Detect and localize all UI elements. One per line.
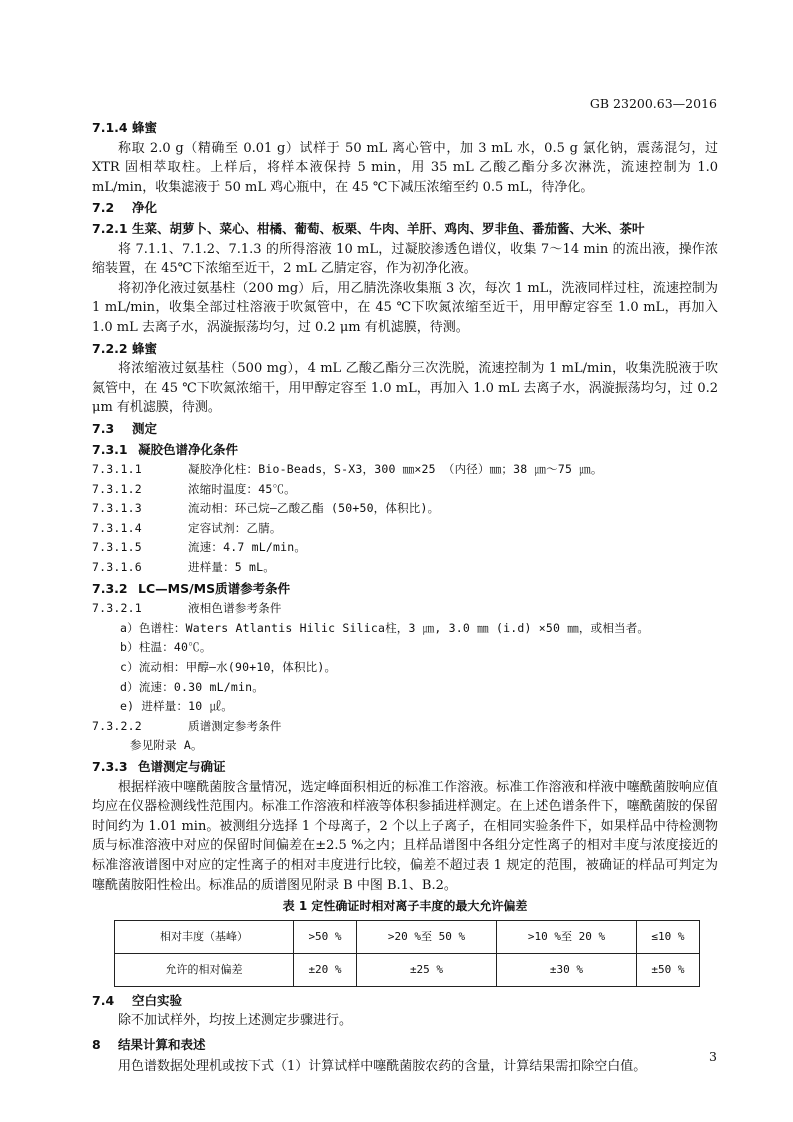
- subheading-7-3-2-1: 7.3.2.1 液相色谱参考条件: [92, 601, 282, 616]
- gpc-item: 7.3.1.6 进样量：5 mL。: [92, 560, 275, 575]
- heading-7-2: 7.2 净化: [92, 200, 158, 216]
- table-cell: ±20 %: [294, 953, 357, 986]
- heading-7-2-2: 7.2.2 蜂蜜: [92, 340, 158, 356]
- lc-condition-item: c）流动相：甲醇—水(90+10，体积比)。: [120, 660, 337, 675]
- paragraph-7-2-2: 将浓缩液过氨基柱（500 mg），4 mL 乙酸乙酯分三次洗脱，流速控制为 1 mL/min，收集洗脱液于吹氮管中，在 45 ℃下吹氮浓缩干，用甲醇定容至 1.0 mL，再加入 1.0 mL 去离子水，涡漩振荡均匀，过 0.2 μm 有机滤膜，待测。: [92, 361, 718, 416]
- paragraph-7-4: 除不加试样外，均按上述测定步骤进行。: [118, 1013, 353, 1029]
- heading-7-3: 7.3 测定: [92, 420, 158, 436]
- table-cell: ±50 %: [636, 953, 699, 986]
- table-cell: ±30 %: [496, 953, 636, 986]
- paragraph-7-3-3: 根据样液中噻酰菌胺含量情况，选定峰面积相近的标准工作溶液。标准工作溶液和样液中噻酰菌胺响应值均应在仪器检测线性范围内。标准工作溶液和样液等体积参插进样测定。在上述色谱条件下，噻酰菌胺的保留时间约为 1.01 min。被测组分选择 1 个母离子，2 个以上子离子，在相同实验条件下，如果样品中待检测物质与标准溶液中对应的保留时间偏差在±2.5 %之内；且样品谱图中各组分定性离子的相对丰度与浓度接近的标准溶液谱图中对应的定性离子的相对丰度进行比较，偏差不超过表 1 规定的范围，被确证的样品可判定为噻酰菌胺阳性检出。标准品的质谱图见附录 B 中图 B.1、B.2。: [92, 779, 718, 893]
- paragraph-8: 用色谱数据处理机或按下式（1）计算试样中噻酰菌胺农药的含量，计算结果需扣除空白值。: [118, 1058, 647, 1074]
- heading-7-3-2: 7.3.2 LC—MS/MS质谱参考条件: [92, 580, 291, 596]
- paragraph-7-2-1-b: 将初净化液过氨基柱（200 mg）后，用乙腈洗涤收集瓶 3 次，每次 1 mL，洗液同样过柱，流速控制为 1 mL/min，收集全部过柱溶液于吹氮管中，在 45 ℃下吹氮浓缩至近干，用甲醇定容至 1.0 mL，再加入 1.0 mL 去离子水，涡漩振荡均匀，过 0.2 μm 有机滤膜，待测。: [92, 280, 718, 335]
- heading-7-3-1: 7.3.1 凝胶色谱净化条件: [92, 441, 239, 457]
- table-cell: 允许的相对偏差: [115, 953, 294, 986]
- ion-abundance-table: [114, 920, 700, 987]
- standard-number: GB 23200.63—2016: [589, 96, 717, 111]
- heading-7-1-4: 7.1.4 蜂蜜: [92, 120, 158, 135]
- heading-7-4: 7.4 空白实验: [92, 992, 183, 1008]
- table-cell: >50 %: [294, 920, 357, 953]
- lc-condition-item: a）色谱柱：Waters Atlantis Hilic Silica柱，3 ㎛, 3.0 ㎜ (i.d) ×50 ㎜，或相当者。: [120, 620, 650, 635]
- lc-condition-item: b）柱温：40℃。: [120, 640, 212, 655]
- table-row: [115, 920, 700, 953]
- lc-condition-item: e) 进样量：10 ㎕。: [120, 699, 233, 714]
- table-cell: 相对丰度（基峰）: [115, 920, 294, 953]
- paragraph-7-1-4: 称取 2.0 g（精确至 0.01 g）试样于 50 mL 离心管中，加 3 mL 水，0.5 g 氯化钠，震荡混匀，过 XTR 固相萃取柱。上样后，将样本液保持 5 min，用 35 mL 乙酸乙酯分多次淋洗，流速控制为 1.0 mL/min，收集滤液于 50 mL 鸡心瓶中，在 45 ℃下减压浓缩至约 0.5 mL，待净化。: [92, 140, 718, 195]
- gpc-item: 7.3.1.1 凝胶净化柱：Bio-Beads，S-X3，300 ㎜×25 （内径）㎜；38 ㎛～75 ㎛。: [92, 462, 603, 477]
- heading-7-2-1: 7.2.1 生菜、胡萝卜、菜心、柑橘、葡萄、板栗、牛肉、羊肝、鸡肉、罗非鱼、番茄酱、大米、茶叶: [92, 220, 645, 236]
- table-row: [115, 953, 700, 986]
- gpc-item: 7.3.1.2 浓缩时温度：45℃。: [92, 481, 296, 496]
- ms-condition-ref: 参见附录 A。: [130, 738, 203, 753]
- heading-7-3-3: 7.3.3 色谱测定与确证: [92, 759, 226, 774]
- table-cell: >20 %至 50 %: [357, 920, 497, 953]
- lc-condition-item: d）流速：0.30 mL/min。: [120, 679, 264, 694]
- table-cell: ±25 %: [357, 953, 497, 986]
- document-body: [92, 117, 718, 1076]
- gpc-item: 7.3.1.4 定容试剂：乙腈。: [92, 520, 282, 535]
- table-cell: ≤10 %: [636, 920, 699, 953]
- table-caption: 表 1 定性确证时相对离子丰度的最大允许偏差: [282, 899, 528, 914]
- page-number: 3: [709, 1049, 717, 1064]
- gpc-item: 7.3.1.3 流动相：环己烷—乙酸乙酯 (50+50，体积比)。: [92, 501, 440, 516]
- subheading-7-3-2-2: 7.3.2.2 质谱测定参考条件: [92, 718, 282, 733]
- gpc-item: 7.3.1.5 流速：4.7 mL/min。: [92, 540, 307, 555]
- paragraph-7-2-1-a: 将 7.1.1、7.1.2、7.1.3 的所得溶液 10 mL，过凝胶渗透色谱仪，收集 7～14 min 的流出液，操作浓缩装置，在 45℃下浓缩至近干，2 mL 乙腈定容，作为初净化液。: [92, 241, 718, 277]
- table-cell: >10 %至 20 %: [496, 920, 636, 953]
- heading-8: 8 结果计算和表述: [92, 1036, 206, 1052]
